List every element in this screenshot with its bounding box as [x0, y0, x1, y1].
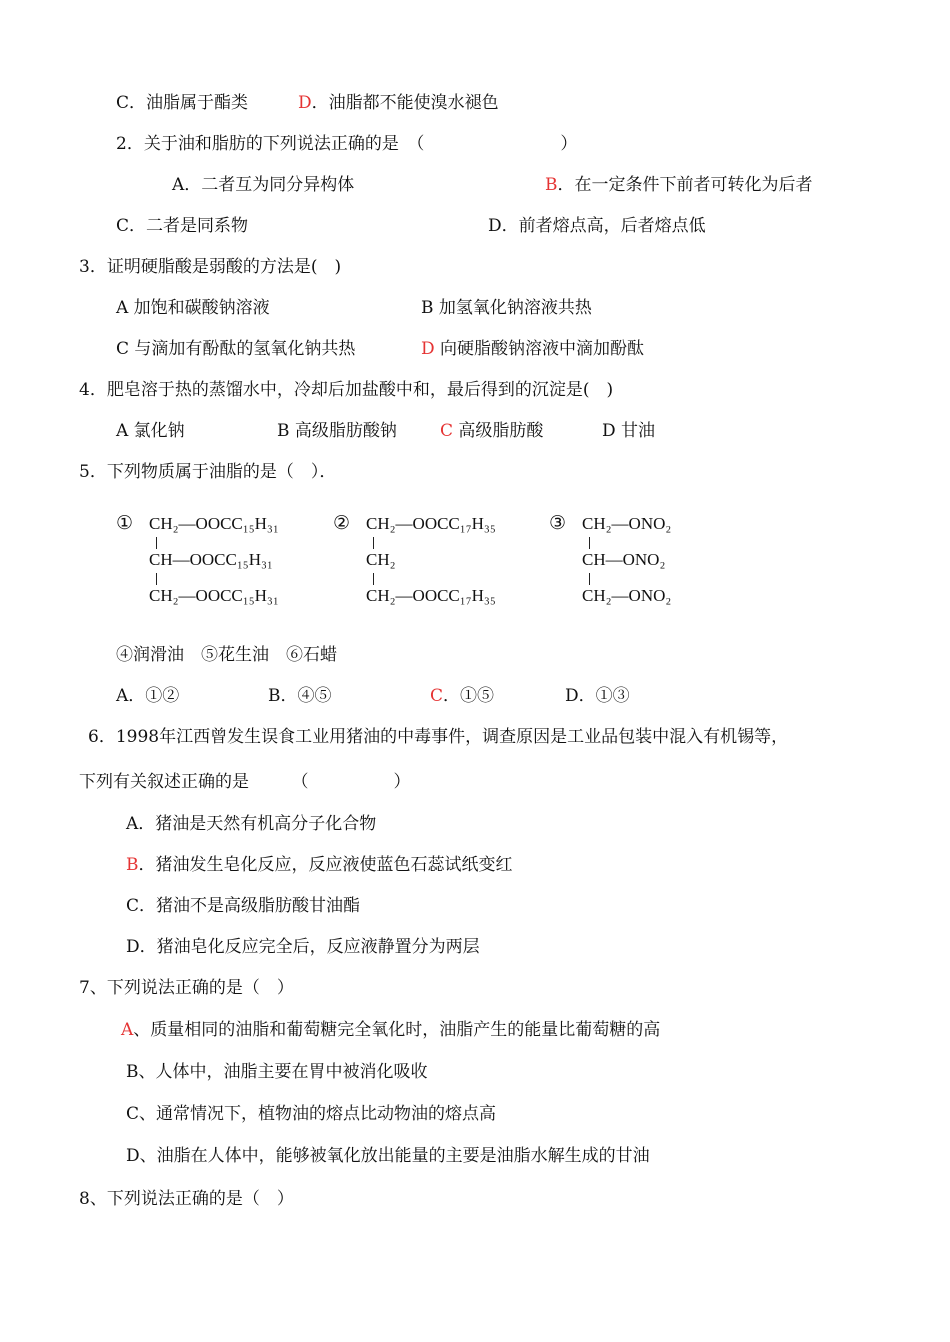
answer-letter: A	[121, 1020, 134, 1040]
bond-line	[589, 573, 590, 585]
bond-line	[373, 573, 374, 585]
q2-option-b	[545, 174, 813, 196]
q4-option-d: D 甘油	[602, 421, 656, 441]
q3-option-b: B 加氢氧化钠溶液共热	[421, 298, 592, 318]
bond-line	[373, 537, 374, 549]
q8-stem: 8、下列说法正确的是（ ）	[79, 1189, 294, 1209]
answer-letter: C	[430, 686, 444, 706]
q2-stem: 2．关于油和脂肪的下列说法正确的是 （ ）	[116, 134, 578, 154]
answer-letter: C	[440, 421, 454, 441]
q2-option-a: A．二者互为同分异构体	[172, 175, 355, 195]
q6-option-b	[126, 854, 513, 876]
option-text: ．在一定条件下前者可转化为后者	[557, 175, 813, 195]
structure-number: ③	[549, 513, 567, 534]
q4-stem: 4．肥皂溶于热的蒸馏水中，冷却后加盐酸中和，最后得到的沉淀是( )	[79, 380, 614, 400]
structure-row: CH—ONO₂	[582, 550, 666, 569]
q2-option-c: C．二者是同系物	[116, 216, 249, 236]
structure-row: CH₂—OOCC₁₅H₃₁	[149, 586, 279, 605]
q2-option-d: D．前者熔点高，后者熔点低	[488, 216, 706, 236]
q4-option-c	[440, 420, 543, 442]
q4-option-a: A 氯化钠	[116, 421, 185, 441]
q3-option-c: C 与滴加有酚酞的氢氧化钠共热	[116, 339, 356, 359]
structure-row: CH₂—ONO₂	[582, 514, 672, 533]
q5-other-substances: ④润滑油 ⑤花生油 ⑥石蜡	[116, 645, 337, 665]
q6-stem-line2: 下列有关叙述正确的是 （ ）	[79, 772, 411, 792]
option-text: 向硬脂酸钠溶液中滴加酚酞	[434, 339, 645, 359]
structure-row: CH₂—ONO₂	[582, 586, 672, 605]
q6-option-a: A．猪油是天然有机高分子化合物	[126, 814, 377, 834]
option-text: ．猪油发生皂化反应，反应液使蓝色石蕊试纸变红	[138, 855, 513, 875]
q7-option-b: B、人体中，油脂主要在胃中被消化吸收	[126, 1062, 428, 1082]
q5-stem: 5．下列物质属于油脂的是（ ）．	[79, 462, 337, 482]
q7-option-d: D、油脂在人体中，能够被氧化放出能量的主要是油脂水解生成的甘油	[126, 1146, 650, 1166]
structure-row: CH₂—OOCC₁₅H₃₁	[149, 514, 279, 533]
q5-option-d: D．①③	[565, 686, 630, 706]
q1-option-d	[298, 92, 499, 114]
bond-line	[589, 537, 590, 549]
bond-line	[156, 537, 157, 549]
option-text: 、质量相同的油脂和葡萄糖完全氧化时，油脂产生的能量比葡萄糖的高	[133, 1020, 661, 1040]
q3-option-a: A 加饱和碳酸钠溶液	[116, 298, 270, 318]
structure-row: CH—OOCC₁₅H₃₁	[149, 550, 273, 569]
answer-letter: D	[421, 339, 435, 359]
option-text: ．油脂都不能使溴水褪色	[311, 93, 499, 113]
option-text: ．①⑤	[443, 686, 495, 706]
q5-option-a: A．①②	[116, 686, 180, 706]
structure-number: ②	[333, 513, 351, 534]
answer-letter: B	[126, 855, 139, 875]
q5-option-b: B．④⑤	[268, 686, 332, 706]
structure-row: CH₂—OOCC₁₇H₃₅	[366, 514, 496, 533]
answer-letter: D	[298, 93, 312, 113]
option-text: 高级脂肪酸	[453, 421, 544, 441]
q6-stem-line1: 6．1998年江西曾发生误食工业用猪油的中毒事件，调查原因是工业品包装中混入有机锡等，	[88, 727, 789, 747]
q6-option-c: C．猪油不是高级脂肪酸甘油酯	[126, 896, 361, 916]
q3-stem: 3．证明硬脂酸是弱酸的方法是( )	[79, 257, 342, 277]
structure-number: ①	[116, 513, 134, 534]
q6-option-d: D．猪油皂化反应完全后，反应液静置分为两层	[126, 937, 480, 957]
q7-option-c: C、通常情况下，植物油的熔点比动物油的熔点高	[126, 1104, 497, 1124]
q1-option-c: C．油脂属于酯类	[116, 93, 249, 113]
bond-line	[156, 573, 157, 585]
q7-option-a	[121, 1019, 660, 1041]
q7-stem: 7、下列说法正确的是（ ）	[79, 978, 294, 998]
q5-option-c	[430, 685, 494, 707]
q4-option-b: B 高级脂肪酸钠	[277, 421, 397, 441]
answer-letter: B	[545, 175, 558, 195]
structure-row: CH₂—OOCC₁₇H₃₅	[366, 586, 496, 605]
q3-option-d	[421, 338, 644, 360]
structure-row: CH₂	[366, 550, 396, 569]
